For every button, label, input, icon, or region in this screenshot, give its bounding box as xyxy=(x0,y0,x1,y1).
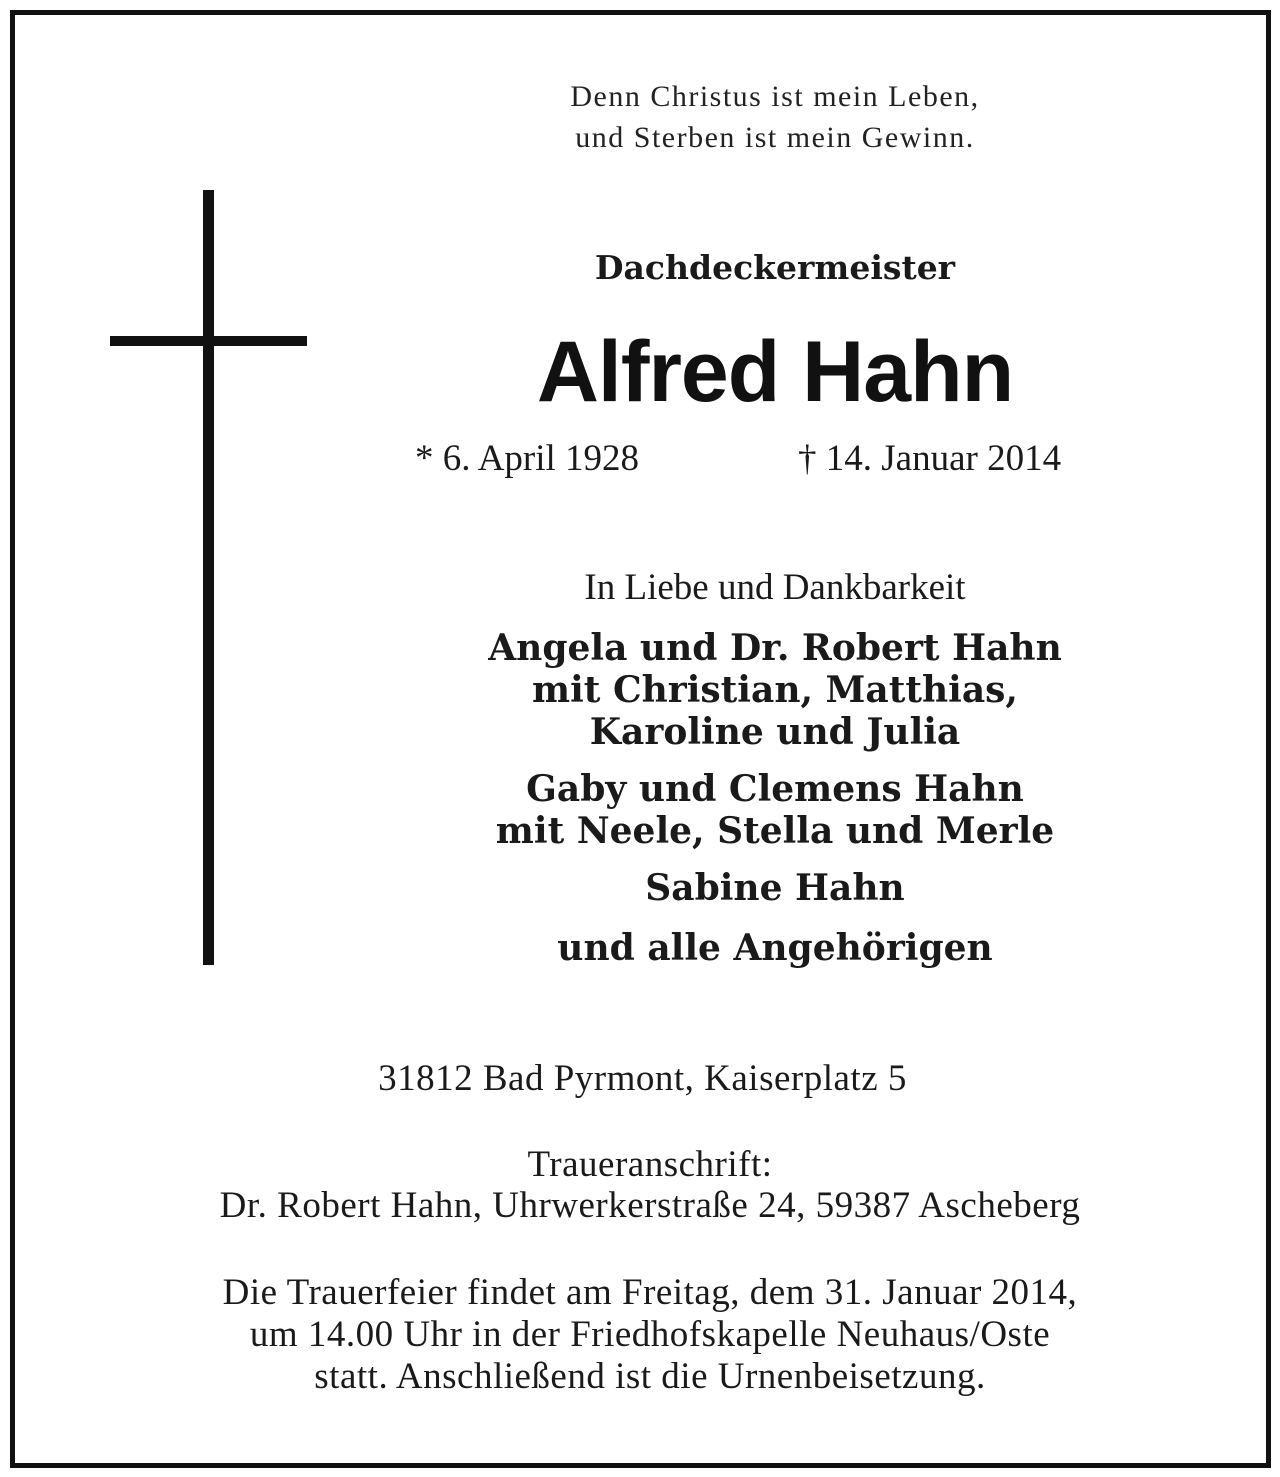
ceremony-line-3: statt. Anschließend ist die Urnenbeisetzung. xyxy=(314,1356,986,1397)
death-date: † 14. Januar 2014 xyxy=(798,438,1062,479)
ceremony-line-1: Die Trauerfeier findet am Freitag, dem 31. Januar 2014, xyxy=(222,1272,1078,1313)
deceased-profession: Dachdeckermeister xyxy=(594,248,956,287)
verse-line-2: und Sterben ist mein Gewinn. xyxy=(575,121,975,154)
gratitude-line: In Liebe und Dankbarkeit xyxy=(584,567,966,608)
verse-line-1: Denn Christus ist mein Leben, xyxy=(570,80,980,113)
mourner-line: mit Christian, Matthias, xyxy=(532,669,1018,711)
cross-horizontal-bar xyxy=(110,336,307,346)
mourning-address-label: Traueranschrift: xyxy=(527,1144,773,1185)
mourner-line: Angela und Dr. Robert Hahn xyxy=(488,627,1062,669)
mourner-line: Sabine Hahn xyxy=(645,867,905,909)
mourner-line: Gaby und Clemens Hahn xyxy=(526,768,1024,810)
deceased-name: Alfred Hahn xyxy=(536,324,1014,420)
residence-address: 31812 Bad Pyrmont, Kaiserplatz 5 xyxy=(378,1058,907,1099)
mourner-line: mit Neele, Stella und Merle xyxy=(495,810,1055,852)
cross-vertical-bar xyxy=(203,190,214,965)
ceremony-line-2: um 14.00 Uhr in der Friedhofskapelle Neuhaus/Oste xyxy=(249,1314,1051,1355)
mourning-address-value: Dr. Robert Hahn, Uhrwerkerstraße 24, 59387 Ascheberg xyxy=(219,1185,1081,1226)
mourner-line: Karoline und Julia xyxy=(589,711,961,753)
mourner-line: und alle Angehörigen xyxy=(557,927,993,969)
birth-date: * 6. April 1928 xyxy=(415,438,640,479)
